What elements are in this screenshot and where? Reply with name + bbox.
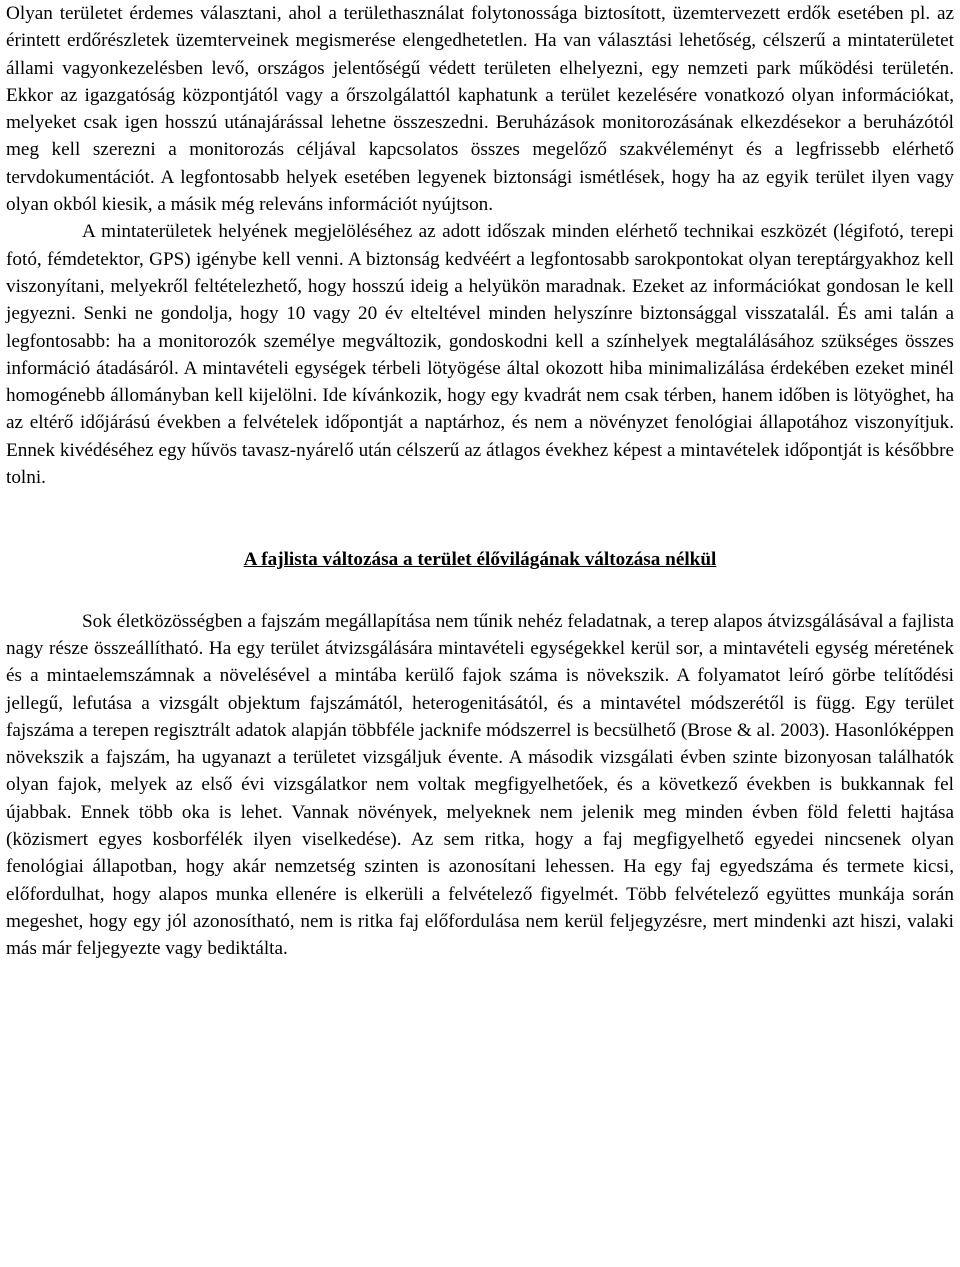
section-heading-container bbox=[6, 546, 954, 573]
paragraph-site-selection: Olyan területet érdemes választani, ahol a területhasználat folytonossága biztosított, üzemtervezett erdők esetében pl. az érintett erdőrészletek üzemterveinek megismerése elengedhetetlen. Ha van választási lehetőség, célszerű a mintaterületet állami vagyonkezelésben levő, országos jelentőségű védett területen elhelyezni, egy nemzeti park működési területén. Ekkor az igazgatóság központjától vagy a őrszolgálattól kaphatunk a terület kezelésére vonatkozó olyan információkat, melyeket csak igen hosszú utánajárással lehetne összeszedni. Beruházások monitorozásának elkezdésekor a beruházótól meg kell szerezni a monitorozás céljával kapcsolatos összes megelőző szakvéleményt és a legfrissebb elérhető tervdokumentációt. A legfontosabb helyek esetében legyenek biztonsági ismétlések, hogy ha az egyik terület ilyen vagy olyan okból kiesik, a másik még releváns információt nyújtson. bbox=[6, 3, 954, 216]
document-page bbox=[6, 0, 954, 963]
paragraph-species-count: Sok életközösségben a fajszám megállapítása nem tűnik nehéz feladatnak, a terep alapos átvizsgálásával a fajlista nagy része összeállítható. Ha egy terület átvizsgálására mintavételi egységekkel kerül sor, a mintavételi egység méretének és a mintaelemszámnak a növelésével a mintába kerülő fajok száma is növekszik. A folyamatot leíró görbe telítődési jellegű, lefutása a vizsgált objektum fajszámától, heterogenitásától, és a mintavétel módszerétől is függ. Egy terület fajszáma a terepen regisztrált adatok alapján többféle jacknife módszerrel is becsülhető (Brose & al. 2003). Hasonlóképpen növekszik a fajszám, ha ugyanazt a területet vizsgáljuk évente. A második vizsgálati évben szinte bizonyosan találhatók olyan fajok, melyek az első évi vizsgálatkor nem voltak megfigyelhetőek, és a következő években is bukkannak fel újabbak. Ennek több oka is lehet. Vannak növények, melyeknek nem jelenik meg minden évben föld feletti hajtása (közismert egyes kosborfélék ilyen viselkedése). Az sem ritka, hogy a faj megfigyelhető egyedei nincsenek olyan fenológiai állapotban, hogy akár nemzetség szinten is azonosítani lehessen. Ha egy faj egyedszáma és termete kicsi, előfordulhat, hogy alapos munka ellenére is elkerüli a felvételező figyelmét. Több felvételező együttes munkája során megeshet, hogy egy jól azonosítható, nem is ritka faj előfordulása nem kerül feljegyzésre, mert mindenki azt hiszi, valaki más már feljegyezte vagy bediktálta. bbox=[6, 610, 954, 960]
paragraph-site-marking: A mintaterületek helyének megjelöléséhez az adott időszak minden elérhető technikai eszközét (légifotó, terepi fotó, fémdetektor, GPS) igénybe kell venni. A biztonság kedvéért a legfontosabb sarokpontokat olyan tereptárgyakhoz kell viszonyítani, melyekről feltételezhető, hogy hosszú ideig a helyükön maradnak. Ezeket az információkat gondosan le kell jegyezni. Senki ne gondolja, hogy 10 vagy 20 év elteltével minden helyszínre biztonsággal visszatalál. És ami talán a legfontosabb: ha a monitorozók személye megváltozik, gondoskodni kell a színhelyek megtalálásához szükséges összes információ átadásáról. A mintavételi egységek térbeli lötyögése által okozott hiba minimalizálása érdekében ezeket minél homogénebb állományban kell kijelölni. Ide kívánkozik, hogy egy kvadrát nem csak térben, hanem időben is lötyöghet, ha az eltérő időjárású években a felvételek időpontját a naptárhoz, és nem a növényzet fenológiai állapotához viszonyítjuk. Ennek kivédéséhez egy hűvös tavasz-nyárelő után célszerű az átlagos évekhez képest a mintavételek időpontját is későbbre tolni. bbox=[6, 221, 954, 489]
section-heading: A fajlista változása a terület élővilágának változása nélkül bbox=[243, 549, 717, 571]
